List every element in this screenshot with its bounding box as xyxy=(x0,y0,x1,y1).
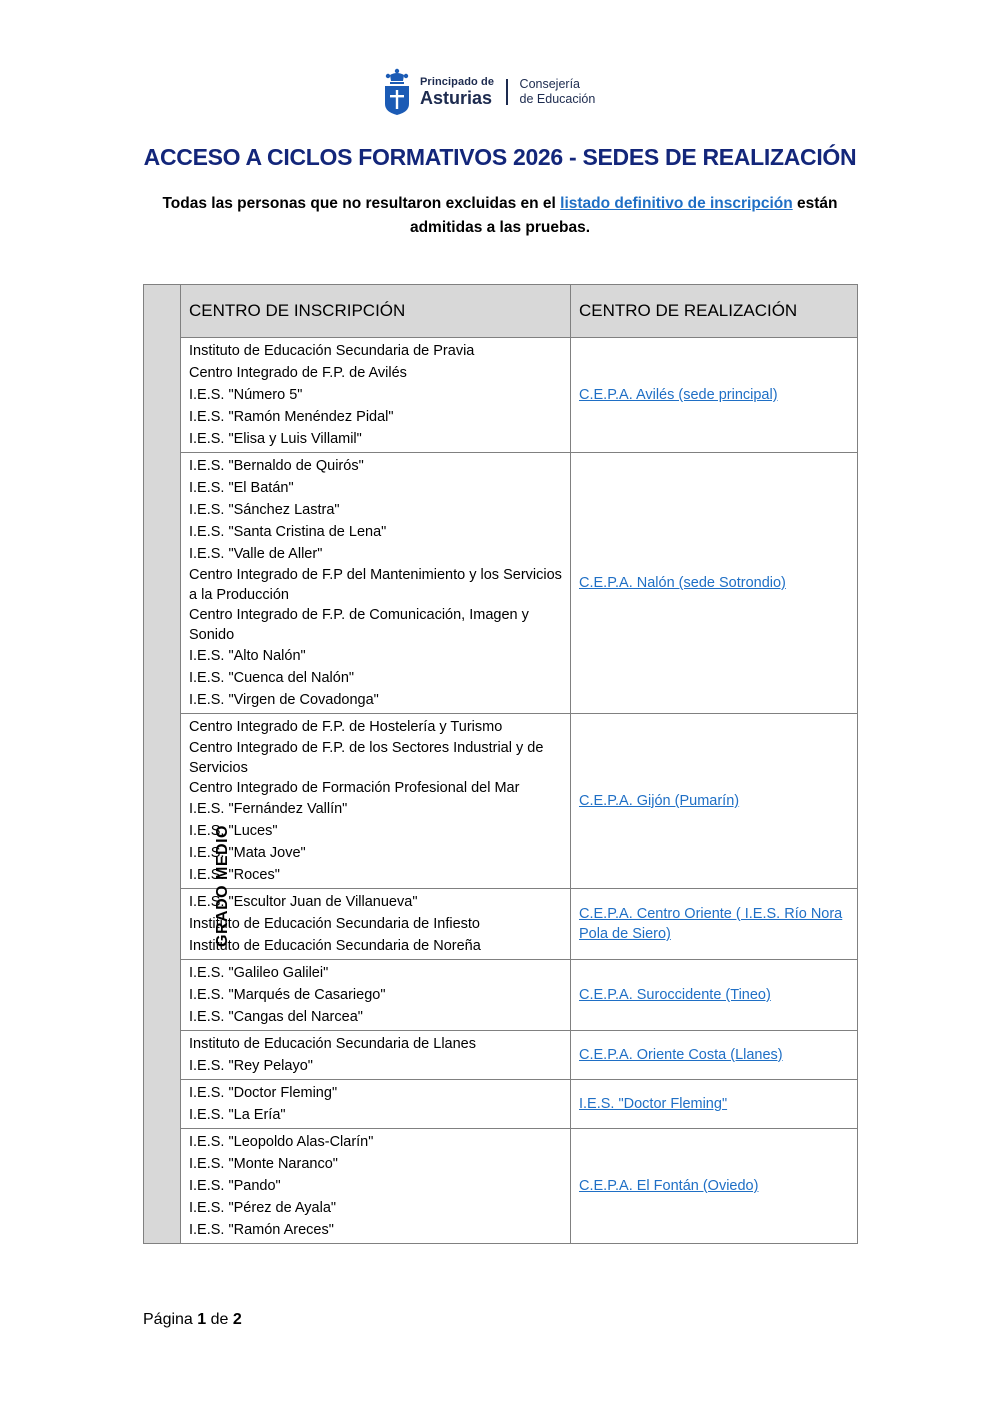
table-header-row xyxy=(144,285,858,338)
centro-inscripcion-item: I.E.S. "Bernaldo de Quirós" xyxy=(189,458,364,474)
footer-middle: de xyxy=(206,1311,233,1328)
header-centro-realizacion: CENTRO DE REALIZACIÓN xyxy=(571,285,858,338)
centro-inscripcion-item: I.E.S. "Galileo Galilei" xyxy=(189,965,329,981)
footer-total-pages: 2 xyxy=(232,1311,242,1328)
centro-inscripcion-item: I.E.S. "Santa Cristina de Lena" xyxy=(189,524,387,540)
centro-realizacion-cell xyxy=(571,338,858,453)
centro-inscripcion-item: I.E.S. "El Batán" xyxy=(189,480,294,496)
centro-inscripcion-item: Centro Integrado de F.P. de los Sectores Industrial y de Servicios xyxy=(189,740,544,776)
centro-realizacion-cell xyxy=(571,1080,858,1129)
dept-line2: de Educación xyxy=(519,92,596,106)
centro-realizacion-cell xyxy=(571,1031,858,1080)
centro-inscripcion-item: I.E.S. "Sánchez Lastra" xyxy=(189,502,340,518)
footer-current-page: 1 xyxy=(197,1311,207,1328)
centro-inscripcion-item: I.E.S. "Cangas del Narcea" xyxy=(189,1009,363,1025)
logo-line1: Principado de xyxy=(420,76,495,88)
asturias-coat-of-arms-icon xyxy=(383,68,411,116)
intro-before: Todas las personas que no resultaron excluidas en el xyxy=(162,195,561,212)
dept-line1: Consejería xyxy=(519,77,580,91)
centro-realizacion-link[interactable]: C.E.P.A. Avilés (sede principal) xyxy=(579,387,778,403)
centro-inscripcion-item: I.E.S. "Escultor Juan de Villanueva" xyxy=(189,894,418,910)
centro-realizacion-link[interactable]: C.E.P.A. El Fontán (Oviedo) xyxy=(579,1178,759,1194)
centro-inscripcion-item: Instituto de Educación Secundaria de Llanes xyxy=(189,1036,476,1052)
centro-inscripcion-item: I.E.S. "Mata Jove" xyxy=(189,845,306,861)
listado-definitivo-link[interactable]: listado definitivo de inscripción xyxy=(560,195,793,212)
logo-line2: Asturias xyxy=(420,88,493,108)
centro-inscripcion-item: I.E.S. "Leopoldo Alas-Clarín" xyxy=(189,1134,374,1150)
centro-inscripcion-item: I.E.S. "Ramón Menéndez Pidal" xyxy=(189,409,394,425)
centro-realizacion-link[interactable]: C.E.P.A. Suroccidente (Tineo) xyxy=(579,987,771,1003)
centro-inscripcion-item: I.E.S. "Virgen de Covadonga" xyxy=(189,692,379,708)
centro-inscripcion-item: I.E.S. "Alto Nalón" xyxy=(189,648,306,664)
centro-inscripcion-item: Instituto de Educación Secundaria de Pravia xyxy=(189,343,475,359)
centro-realizacion-link[interactable]: C.E.P.A. Centro Oriente ( I.E.S. Río Nora Pola de Siero) xyxy=(579,906,843,942)
centro-inscripcion-item: I.E.S. "Fernández Vallín" xyxy=(189,801,348,817)
centro-inscripcion-item: I.E.S. "Cuenca del Nalón" xyxy=(189,670,355,686)
centro-inscripcion-item: I.E.S. "Pérez de Ayala" xyxy=(189,1200,337,1216)
centro-realizacion-link[interactable]: C.E.P.A. Nalón (sede Sotrondio) xyxy=(579,575,786,591)
page-title: ACCESO A CICLOS FORMATIVOS 2026 - SEDES DE REALIZACIÓN xyxy=(143,144,857,170)
centro-inscripcion-item: I.E.S. "Monte Naranco" xyxy=(189,1156,338,1172)
centro-inscripcion-item: I.E.S. "La Ería" xyxy=(189,1107,286,1123)
centro-inscripcion-item: I.E.S. "Ramón Areces" xyxy=(189,1222,334,1238)
centro-inscripcion-item: I.E.S. "Valle de Aller" xyxy=(189,546,323,562)
centro-realizacion-link[interactable]: C.E.P.A. Gijón (Pumarín) xyxy=(579,793,740,809)
centro-inscripcion-item: Instituto de Educación Secundaria de Noreña xyxy=(189,938,481,954)
centro-inscripcion-item: Centro Integrado de F.P. de Avilés xyxy=(189,365,407,381)
grado-medio-side-cell xyxy=(144,285,231,1244)
centro-inscripcion-item: Centro Integrado de F.P. de Comunicación, Imagen y Sonido xyxy=(189,607,529,643)
centro-inscripcion-item: I.E.S. "Elisa y Luis Villamil" xyxy=(189,431,362,447)
centro-inscripcion-item: I.E.S. "Pando" xyxy=(189,1178,281,1194)
side-label: GRADO MEDIO xyxy=(213,825,231,947)
footer-prefix: Página xyxy=(143,1311,198,1328)
centro-inscripcion-item: I.E.S. "Roces" xyxy=(189,867,280,883)
centro-inscripcion-item: Centro Integrado de F.P. de Hostelería y Turismo xyxy=(189,719,503,735)
header-logo xyxy=(383,68,595,116)
logo-divider xyxy=(506,79,508,105)
centro-realizacion-cell xyxy=(571,714,858,889)
centro-inscripcion-item: Centro Integrado de F.P del Mantenimiento y los Servicios a la Producción xyxy=(189,567,562,603)
centro-realizacion-cell xyxy=(571,960,858,1031)
centro-inscripcion-item: I.E.S. "Marqués de Casariego" xyxy=(189,987,386,1003)
centro-inscripcion-item: I.E.S. "Número 5" xyxy=(189,387,303,403)
header-centro-inscripcion: CENTRO DE INSCRIPCIÓN xyxy=(181,285,571,338)
centro-realizacion-link[interactable]: I.E.S. "Doctor Fleming" xyxy=(579,1096,728,1112)
intro-text xyxy=(140,192,860,240)
page-footer xyxy=(143,1311,242,1329)
centro-inscripcion-item: Centro Integrado de Formación Profesional del Mar xyxy=(189,780,520,796)
centro-realizacion-cell xyxy=(571,889,858,960)
centro-realizacion-cell xyxy=(571,453,858,714)
centro-inscripcion-item: I.E.S. "Luces" xyxy=(189,823,278,839)
sedes-table xyxy=(143,284,858,1244)
centro-inscripcion-item: Instituto de Educación Secundaria de Infiesto xyxy=(189,916,480,932)
intro-after: están admitidas a las pruebas. xyxy=(409,195,838,236)
centro-inscripcion-item: I.E.S. "Doctor Fleming" xyxy=(189,1085,338,1101)
centro-inscripcion-item: I.E.S. "Rey Pelayo" xyxy=(189,1058,313,1074)
centro-realizacion-link[interactable]: C.E.P.A. Oriente Costa (Llanes) xyxy=(579,1047,783,1063)
centro-realizacion-cell xyxy=(571,1129,858,1244)
